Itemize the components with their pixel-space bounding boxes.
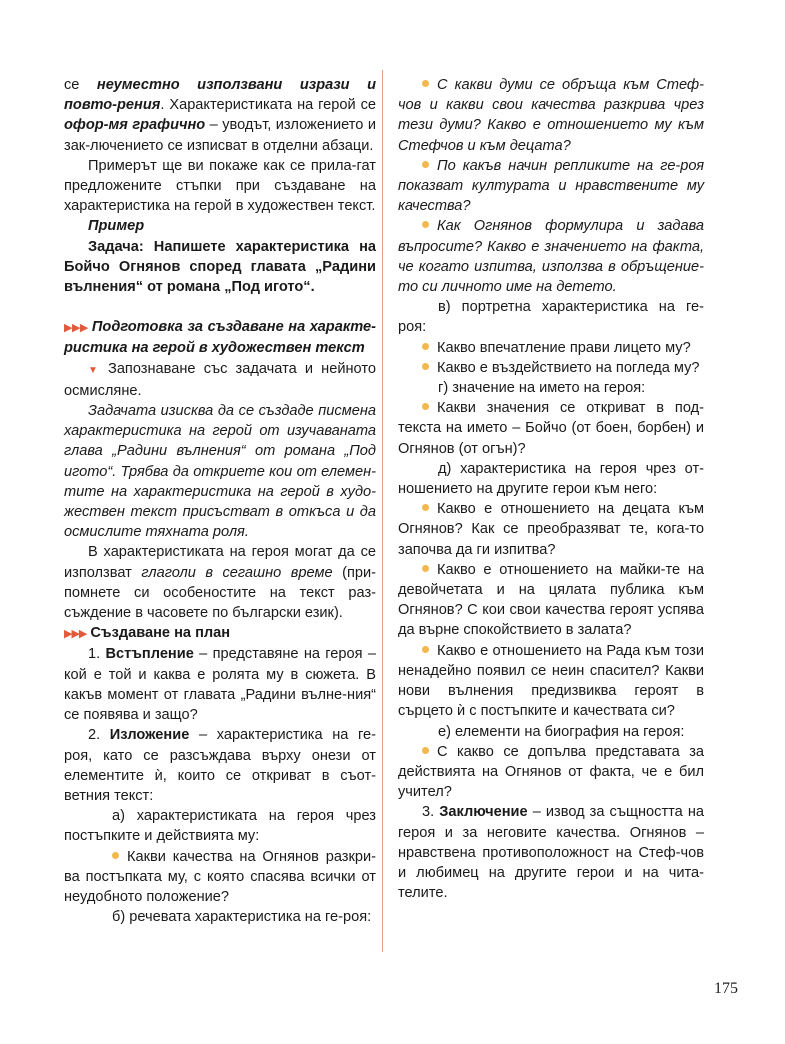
question-item: Какво е отношението на Рада към този ненадейно появил се неин спасител? Какви нови вълнения предизвиква героят в сърцето ѝ с постъпките и качествата си? — [398, 641, 704, 722]
section-heading: ▶▶▶ Създаване на план — [64, 625, 231, 642]
paragraph: се неуместно използвани изрази и повто-рения. Характеристиката на герой се офор-мя графично – уводът, изложението и зак-лючението се изписват в отделни абзаци. — [64, 77, 376, 154]
plan-subitem: е) елементи на биография на героя: — [438, 723, 685, 740]
arrows-icon: ▶▶▶ — [64, 322, 88, 335]
plan-subitem: г) значение на името на героя: — [438, 380, 646, 397]
paragraph: В характеристиката на героя могат да се използват глаголи в сегашно време (при-помнете си особеностите на текст раз-съждение в часовете по български език). — [64, 544, 376, 622]
plan-subitem: в) портретна характеристика на ге-роя: — [398, 299, 704, 336]
task-statement: Задача: Напишете характеристика на Бойчо Огнянов според главата „Радини вълнения“ от романа „Под игото“. — [64, 238, 376, 296]
question-item: По какъв начин репликите на ге-роя показват културата и нравствените му качества? — [398, 156, 704, 217]
example-label: Пример — [88, 218, 145, 235]
question-item: Какво е отношението на майки-те на девойчетата и на цялата публика към Огнянов? С кои свои качества героят успява да върне спокойствието в залата? — [398, 560, 704, 641]
plan-item: 2. Изложение – характеристика на ге-роя, като се разсъждава върху онези от елементите ѝ, които се откриват в съот-ветния текст: — [64, 727, 376, 804]
plan-subitem: а) характеристиката на героя чрез постъпките и действията му: — [64, 808, 376, 845]
subheading: ▼ Запознаване със задачата и нейното осмисляне. — [64, 360, 376, 399]
question-item: С какво се допълва представата за действията на Огнянов от факта, че е бил учител? — [398, 742, 704, 803]
arrows-icon: ▶▶▶ — [64, 628, 87, 641]
plan-subitem: б) речевата характеристика на ге-роя: — [112, 909, 372, 926]
plan-item: 3. Заключение – извод за същността на героя и за неговите качества. Огнянов – нравствена противоположност на Стеф-чов и любимец на другите герои и на чита-телите. — [398, 804, 704, 902]
right-column — [398, 75, 704, 903]
question-item: Какво е въздействието на погледа му? — [398, 358, 704, 378]
plan-item: 1. Встъпление – представяне на героя – кой е той и каква е ролята му в сюжета. В какъв момент от главата „Радини вълне-ния“ се появява и защо? — [64, 646, 376, 724]
question-item: Какво впечатление прави лицето му? — [398, 338, 704, 358]
question-item: С какви думи се обръща към Стеф-чов и какви свои качества разкрива чрез тези думи? Какво е отношението му към Стефчов и към децата? — [398, 75, 704, 156]
page-number: 175 — [714, 980, 738, 997]
triangle-down-icon: ▼ — [88, 364, 102, 376]
plan-subitem: д) характеристика на героя чрез от-ношението на другите герои към него: — [398, 460, 704, 498]
question-item: Как Огнянов формулира и задава въпросите? Какво е значението на факта, че когато изпитва, използва в обръщение-то си личното име на детето. — [398, 216, 704, 297]
question-item: Какви значения се откриват в под-текста на името – Бойчо (от боен, борбен) и Огнянов (от огън)? — [398, 398, 704, 459]
question-item: Какво е отношението на децата към Огнянов? Как се преобразяват те, кога-то започва да ги изпитва? — [398, 499, 704, 560]
column-divider — [382, 70, 383, 952]
left-column — [64, 75, 376, 927]
paragraph: Задачата изисква да се създаде писмена характеристика на герой от изучаваната глава „Радини вълнения“ от романа „Под игото“. Трябва да откриете кои от елемен-тите на характеристика на герой в худо-жествен текст присъстват в откъса и да осмислите тяхната роля. — [64, 403, 376, 541]
question-item: Какви качества на Огнянов разкри-ва постъпката му, с която спасява всички от неудобното положение? — [64, 847, 376, 908]
paragraph: Примерът ще ви покаже как се прила-гат предложените стъпки при създаване на характеристика на герой в художествен текст. — [64, 157, 376, 215]
section-heading: ▶▶▶ Подготовка за създаване на характе-ристика на герой в художествен текст — [64, 319, 376, 357]
